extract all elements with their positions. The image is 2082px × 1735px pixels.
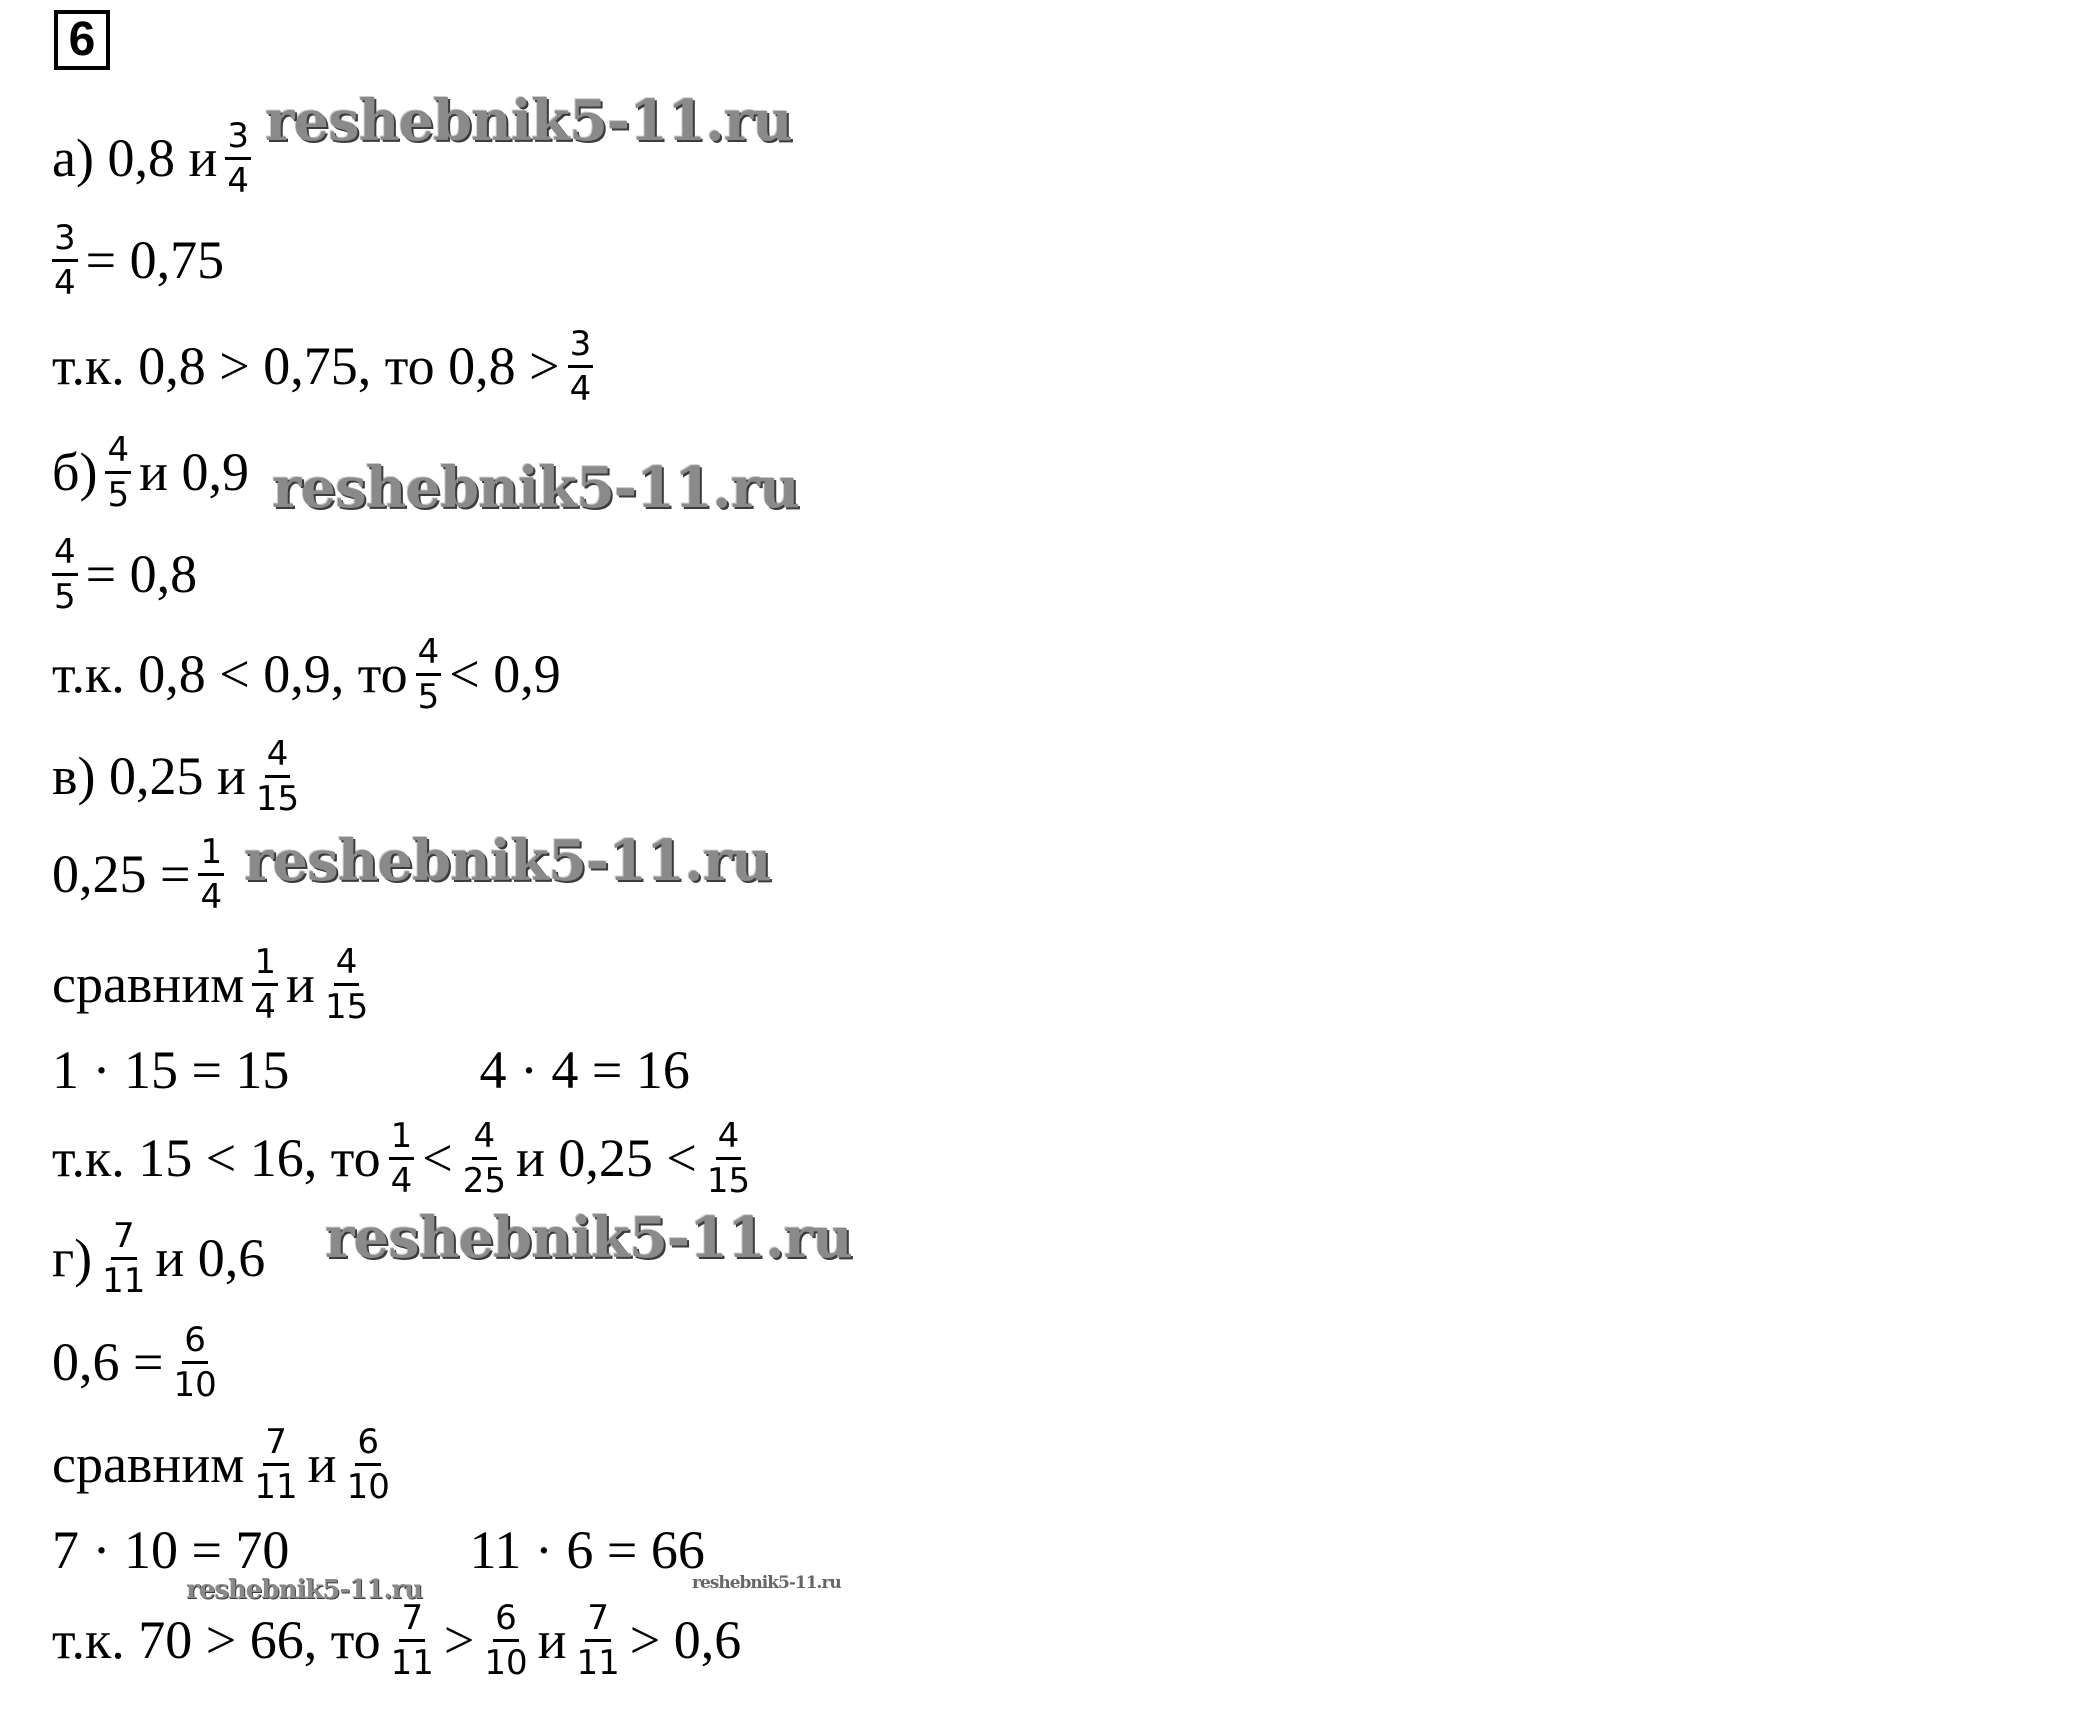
fraction: [345, 1421, 392, 1507]
watermark: reshebnik5-11.ru: [186, 1575, 423, 1605]
numerator: 4: [334, 944, 360, 986]
line-a-head: [52, 115, 259, 201]
text: в) 0,25 и: [52, 746, 246, 806]
watermark: reshebnik5-11.ru: [272, 455, 799, 521]
fraction: [705, 1115, 752, 1201]
denominator: 4: [390, 1160, 413, 1201]
fraction: [416, 631, 442, 717]
denominator: 11: [102, 1260, 146, 1301]
numerator: 4: [716, 1118, 742, 1160]
denominator: 5: [107, 474, 130, 515]
numerator: 4: [416, 634, 442, 676]
numerator: 7: [585, 1600, 611, 1642]
text: 0,25 =: [52, 844, 191, 904]
text: т.к. 70 > 66, то: [52, 1610, 381, 1670]
denominator: 15: [706, 1160, 751, 1201]
fraction: [389, 1597, 436, 1683]
line-v-3: [52, 1030, 690, 1110]
fraction: [252, 1421, 299, 1507]
text: > 0,6: [629, 1610, 742, 1670]
denominator: 4: [227, 160, 249, 201]
text: сравним: [52, 954, 245, 1014]
denominator: 15: [255, 778, 300, 819]
fraction: [225, 115, 251, 201]
numerator: 1: [252, 944, 278, 986]
text: т.к. 0,8 < 0,9, то: [52, 644, 408, 704]
denominator: 11: [254, 1466, 298, 1507]
line-a-1: [52, 217, 225, 303]
denominator: 4: [569, 368, 592, 409]
line-g-2: [52, 1421, 400, 1507]
denominator: 4: [200, 876, 223, 917]
text: 0,6 =: [52, 1332, 164, 1392]
fraction: [105, 429, 131, 515]
text: 1 · 15 = 15: [52, 1040, 290, 1100]
text: сравним: [52, 1434, 245, 1494]
fraction: [52, 217, 78, 303]
fraction: [198, 831, 224, 917]
line-v-2: [52, 941, 378, 1027]
fraction: [323, 941, 370, 1027]
numerator: 7: [263, 1424, 289, 1466]
denominator: 10: [346, 1466, 390, 1507]
denominator: 11: [576, 1642, 620, 1683]
denominator: 11: [390, 1642, 434, 1683]
text: б): [52, 442, 98, 502]
numerator: 3: [225, 118, 251, 160]
watermark: reshebnik5-11.ru: [265, 88, 792, 154]
text: и 0,6: [155, 1228, 266, 1288]
denominator: 10: [484, 1642, 528, 1683]
text: а) 0,8 и: [52, 128, 218, 188]
numerator: 7: [111, 1218, 137, 1260]
fraction: [252, 941, 278, 1027]
line-v-1: [52, 831, 232, 917]
fraction: [100, 1215, 147, 1301]
denominator: 5: [54, 576, 76, 617]
numerator: 6: [182, 1322, 208, 1364]
line-b-2: [52, 631, 561, 717]
line-g-4: [52, 1597, 742, 1683]
line-v-head: [52, 733, 309, 819]
text: и: [286, 954, 315, 1014]
line-g-1: [52, 1319, 227, 1405]
line-b-1: [52, 531, 198, 617]
text: и 0,25 <: [516, 1128, 697, 1188]
denominator: 15: [324, 986, 369, 1027]
fraction: [482, 1597, 529, 1683]
numerator: 4: [52, 534, 78, 576]
fraction: [575, 1597, 622, 1683]
denominator: 4: [254, 986, 277, 1027]
numerator: 3: [52, 220, 78, 262]
text: < 0,9: [449, 644, 561, 704]
line-v-4: [52, 1115, 760, 1201]
fraction: [171, 1319, 218, 1405]
numerator: 4: [472, 1118, 498, 1160]
numerator: 4: [105, 432, 131, 474]
text: = 0,75: [85, 230, 225, 290]
text: = 0,8: [85, 544, 198, 604]
task-number-box: 6: [54, 10, 110, 70]
numerator: 6: [493, 1600, 519, 1642]
numerator: 7: [399, 1600, 425, 1642]
watermark: reshebnik5-11.ru: [244, 828, 771, 894]
text: и: [537, 1610, 567, 1670]
fraction: [389, 1115, 415, 1201]
text: т.к. 15 < 16, то: [52, 1128, 381, 1188]
denominator: 4: [54, 262, 76, 303]
text: 4 · 4 = 16: [479, 1040, 690, 1100]
line-g-head: [52, 1215, 266, 1301]
text: г): [52, 1228, 93, 1288]
text: >: [443, 1610, 475, 1670]
watermark: reshebnik5-11.ru: [325, 1205, 852, 1271]
fraction: [52, 531, 78, 617]
numerator: 4: [265, 736, 291, 778]
text: <: [422, 1128, 453, 1188]
text: и: [307, 1434, 337, 1494]
denominator: 5: [417, 676, 440, 717]
fraction: [461, 1115, 508, 1201]
line-a-2: [52, 323, 601, 409]
numerator: 1: [389, 1118, 415, 1160]
text: 11 · 6 = 66: [469, 1520, 705, 1580]
watermark: reshebnik5-11.ru: [692, 1573, 841, 1593]
denominator: 10: [173, 1364, 217, 1405]
fraction: [568, 323, 594, 409]
numerator: 6: [355, 1424, 381, 1466]
line-b-head: [52, 429, 250, 515]
text: т.к. 0,8 > 0,75, то 0,8 >: [52, 336, 560, 396]
text: и 0,9: [139, 442, 250, 502]
text: 7 · 10 = 70: [52, 1520, 290, 1580]
numerator: 1: [198, 834, 224, 876]
denominator: 25: [462, 1160, 506, 1201]
fraction: [254, 733, 301, 819]
numerator: 3: [568, 326, 594, 368]
